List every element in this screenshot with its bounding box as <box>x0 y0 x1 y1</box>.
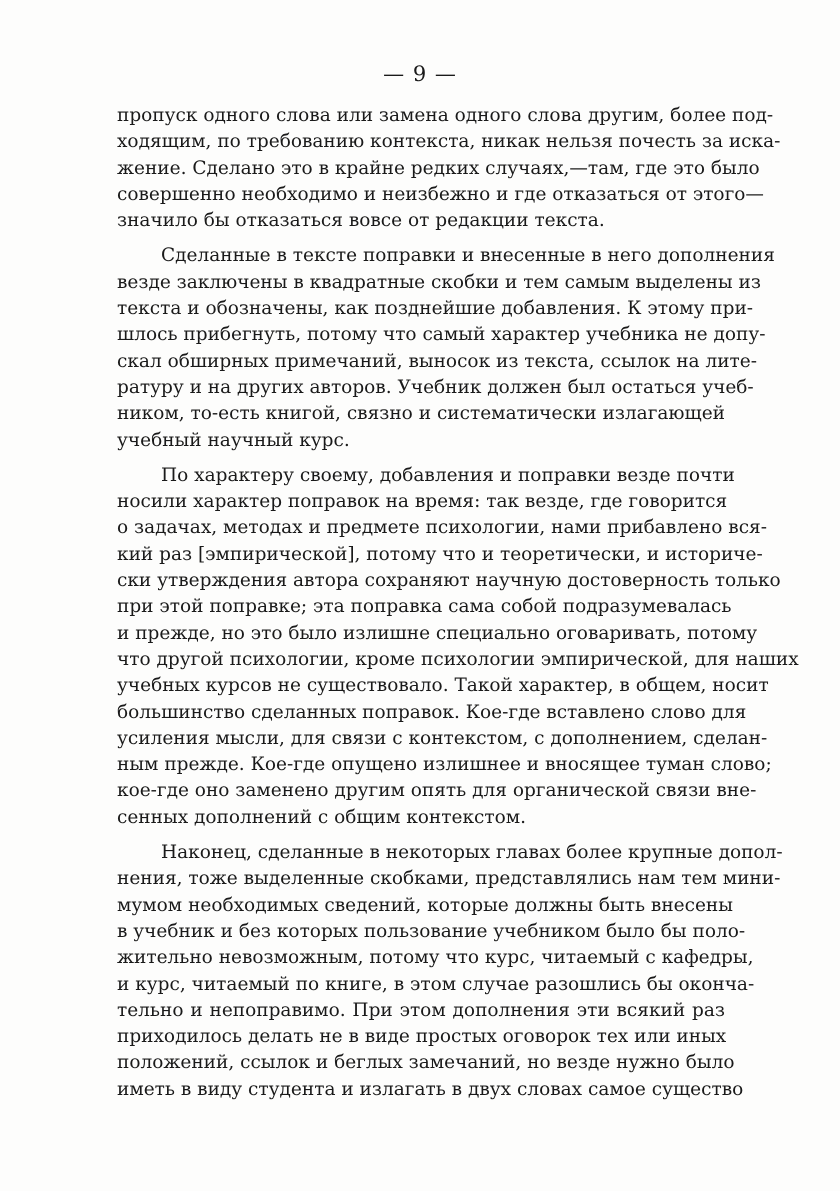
paragraph <box>117 840 783 1103</box>
page-number: — 9 — <box>383 62 457 86</box>
text-line: По характеру своему, добавления и поправки везде почти <box>161 464 735 486</box>
text-line: учебный научный курс. <box>117 429 350 451</box>
text-line: скал обширных примечаний, выносок из текста, ссылок на лите- <box>117 350 757 372</box>
text-line: ным прежде. Кое-где опущено излишнее и вносящее туман слово; <box>117 754 772 776</box>
text-line: Наконец, сделанные в некоторых главах более крупные допол- <box>161 842 783 864</box>
text-line: совершенно необходимо и неизбежно и где отказаться от этого— <box>117 183 764 205</box>
text-line: большинство сделанных поправок. Кое-где вставлено слово для <box>117 701 747 723</box>
text-line: значило бы отказаться вовсе от редакции текста. <box>117 210 605 232</box>
text-line: носили характер поправок на время: так везде, где говорится <box>117 491 728 513</box>
text-line: в учебник и без которых пользование учебником было бы поло- <box>117 920 746 942</box>
text-line: пропуск одного слова или замена одного слова другим, более под- <box>117 105 774 126</box>
text-line: усиления мысли, для связи с контекстом, с дополнением, сделан- <box>117 727 768 749</box>
text-line: сенных дополнений с общим контекстом. <box>117 806 527 828</box>
text-line: ратуру и на других авторов. Учебник должен был остаться учеб- <box>117 376 754 398</box>
text-line: и прежде, но это было излишне специально оговаривать, потому <box>117 622 758 644</box>
text-line: шлось прибегнуть, потому что самый характер учебника не допу- <box>117 324 766 346</box>
paragraph <box>117 243 775 453</box>
text-line: кий раз [эмпирической], потому что и теоретически, и историче- <box>117 543 763 565</box>
text-line: приходилось делать не в виде простых оговорок тех или иных <box>117 1026 727 1048</box>
body-text <box>117 103 799 1103</box>
text-line: текста и обозначены, как позднейшие добавления. К этому при- <box>117 298 754 320</box>
text-line: ходящим, по требованию контекста, никак нельзя почесть за иска- <box>117 131 781 153</box>
text-line: ником, то-есть книгой, связно и систематически излагающей <box>117 403 725 425</box>
text-line: при этой поправке; эта поправка сама собой подразумевалась <box>117 596 732 618</box>
text-line: жение. Сделано это в крайне редких случаях,—там, где это было <box>117 157 760 179</box>
text-line: о задачах, методах и предмете психологии, нами прибавлено вся- <box>117 517 767 539</box>
text-line: ски утверждения автора сохраняют научную достоверность только <box>117 570 781 592</box>
paragraph <box>117 463 799 831</box>
text-line: иметь в виду студента и излагать в двух словах самое существо <box>117 1078 744 1100</box>
text-line: жительно невозможным, потому что курс, читаемый с кафедры, <box>117 947 754 969</box>
text-line: кое-где оно заменено другим опять для органической связи вне- <box>117 780 757 802</box>
text-line: положений, ссылок и беглых замечаний, но везде нужно было <box>117 1052 735 1074</box>
text-line: учебных курсов не существовало. Такой характер, в общем, носит <box>117 675 769 697</box>
text-line: что другой психологии, кроме психологии эмпирической, для наших <box>117 648 799 670</box>
paragraph <box>117 103 781 234</box>
text-line: и курс, читаемый по книге, в этом случае разошлись бы оконча- <box>117 973 755 995</box>
text-line: Сделанные в тексте поправки и внесенные в него дополнения <box>161 245 775 267</box>
text-line: везде заключены в квадратные скобки и тем самым выделены из <box>117 271 761 293</box>
text-line: тельно и непоправимо. При этом дополнения эти всякий раз <box>117 999 725 1021</box>
text-line: мумом необходимых сведений, которые должны быть внесены <box>117 894 733 916</box>
text-line: нения, тоже выделенные скобками, представлялись нам тем мини- <box>117 868 781 890</box>
